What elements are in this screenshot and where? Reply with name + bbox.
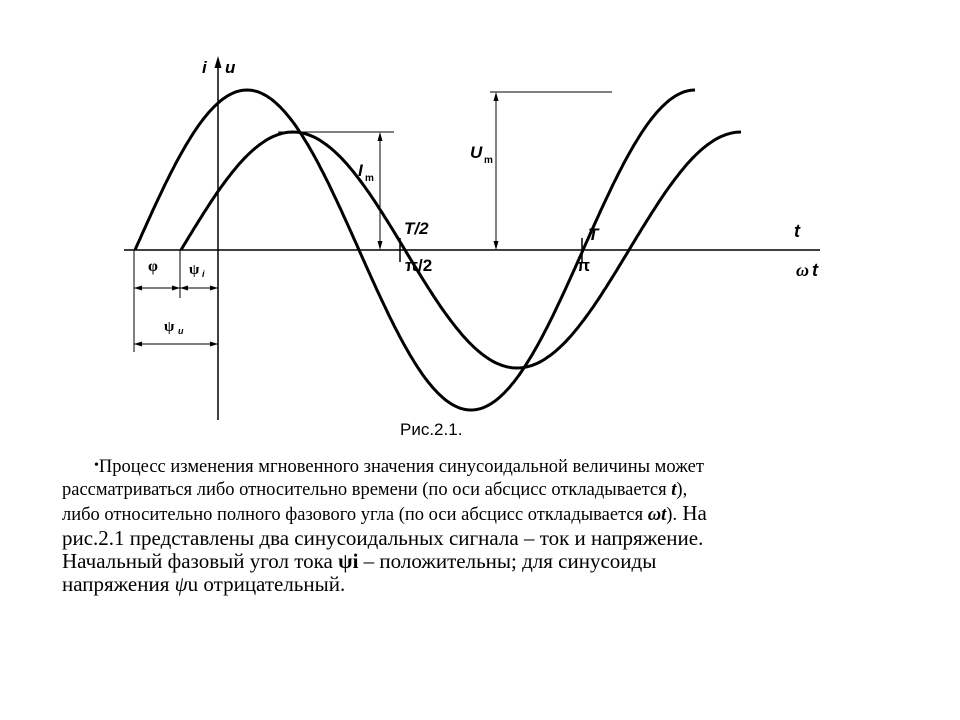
line-3-text: либо относительно полного фазового угла (по оси абсцисс откладывается (62, 505, 648, 525)
psi-u-arrow-right (210, 342, 218, 347)
t-axis-label: t (794, 221, 800, 241)
text-line-5 (62, 550, 902, 573)
psi-i-arrow-left (180, 286, 188, 291)
omega-t-symbol: ωt (647, 505, 667, 525)
figure-caption: Рис.2.1. (400, 420, 463, 439)
pi-half-label: π/2 (405, 256, 433, 275)
psi-u-label: ψ (164, 319, 175, 335)
phi-arrow-left (134, 286, 142, 291)
Um-arrow-bottom (494, 241, 499, 250)
Im-arrow-top (378, 132, 383, 141)
Im-arrow-bottom (378, 241, 383, 250)
line-1-text: Процесс изменения мгновенного значения синусоидальной величины может (98, 457, 704, 477)
T-half-label: T/2 (404, 219, 429, 238)
line-3-na: На (677, 501, 707, 525)
omega-t-letter: t (812, 260, 819, 280)
axis-u-label: u (225, 58, 236, 77)
text-line-2 (62, 479, 902, 502)
line-5-end: – положительны; для синусоиды (358, 549, 657, 573)
text-line-3 (62, 502, 902, 527)
axis-i-label: i (202, 58, 207, 77)
line-5-text: Начальный фазовый угол тока (62, 549, 339, 573)
text-line-1 (62, 454, 902, 479)
T-label: T (588, 225, 599, 244)
text-line-6 (62, 573, 902, 596)
Um-arrow-top (494, 92, 499, 101)
bullet: • (94, 458, 99, 473)
line-4-text: рис.2.1 представлены два синусоидальных сигнала – ток и напряжение. (62, 526, 704, 550)
psi-i-subscript: i (202, 269, 205, 279)
description-paragraph (62, 454, 902, 596)
vertical-axis-arrow (215, 56, 222, 68)
phi-arrow-right (172, 286, 180, 291)
psi-i-label: ψ (189, 262, 200, 278)
psi-i-arrow-right (210, 286, 218, 291)
text-line-4 (62, 527, 902, 550)
Im-subscript: m (365, 173, 374, 184)
phi-label: φ (148, 258, 158, 275)
line-2-text: рассматриваться либо относительно времени (по оси абсцисс откладывается (62, 480, 672, 500)
Im-label: I (358, 161, 363, 180)
psi-u-subscript: u (178, 326, 184, 336)
omega-t-label (796, 260, 819, 280)
t-symbol: t (671, 480, 677, 500)
line-6-text: напряжения (62, 572, 175, 596)
psi-i-symbol: ψi (338, 549, 359, 573)
line-3-end: ). (666, 505, 678, 525)
line-6-end: u отрицательный. (187, 572, 346, 596)
Um-label: U (470, 143, 483, 162)
psi-u-symbol: ψ (174, 572, 188, 596)
line-2-end: ), (676, 480, 688, 500)
Um-subscript: m (484, 155, 493, 166)
psi-u-arrow-left (134, 342, 142, 347)
pi-label: π (577, 256, 591, 275)
omega-symbol: ω (796, 260, 810, 280)
